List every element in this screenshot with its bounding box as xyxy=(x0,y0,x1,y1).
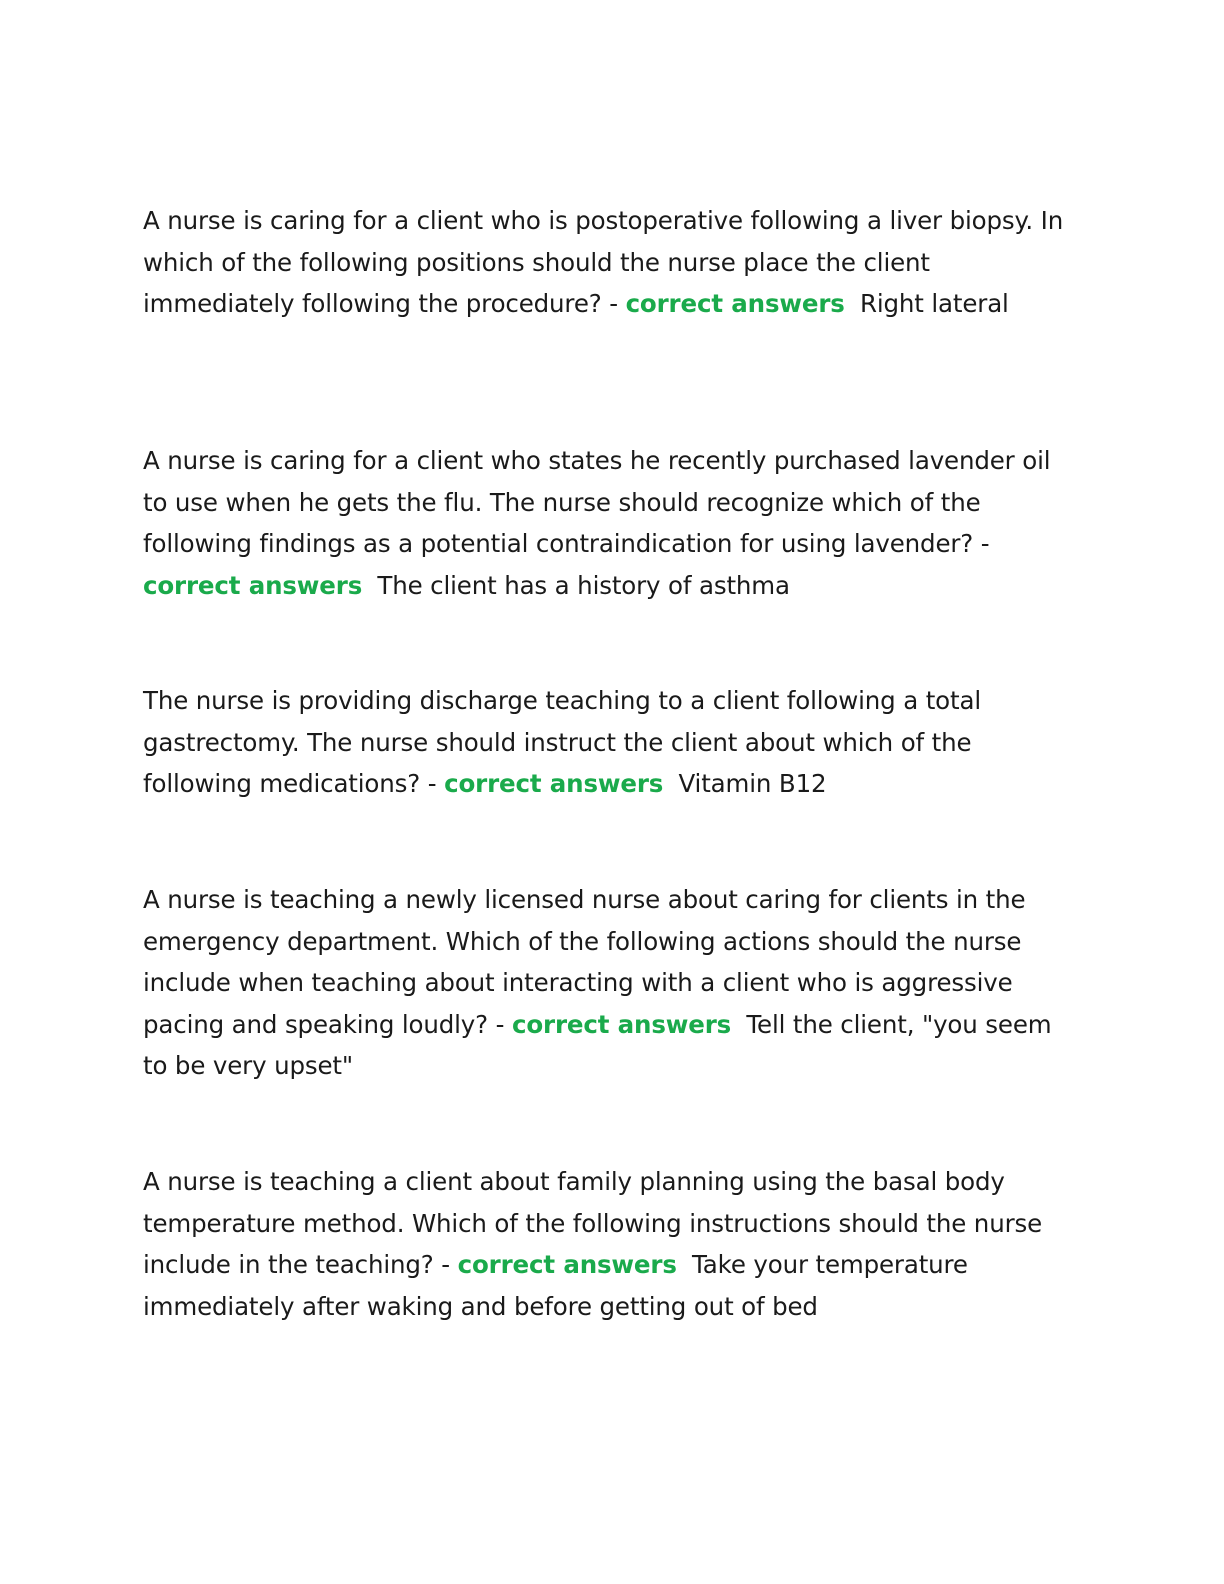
question-text: A nurse is teaching a client about family planning using the basal body temperature method. Which of the following instructions should the nurse include in the teaching? - xyxy=(143,1167,1043,1279)
answer-text: Right lateral xyxy=(859,289,1009,318)
qa-item-4 xyxy=(143,879,1078,1087)
correct-answers-label: correct answers xyxy=(143,570,363,600)
question-text: A nurse is caring for a client who states he recently purchased lavender oil to use when he gets the flu. The nurse should recognize which of the following findings as a potential contraindication for using lavender? - xyxy=(143,446,1051,558)
qa-item-5 xyxy=(143,1161,1078,1327)
correct-answers-label: correct answers xyxy=(444,769,664,798)
answer-text: Vitamin B12 xyxy=(678,769,827,798)
qa-item-2 xyxy=(143,440,1078,606)
question-text: The nurse is providing discharge teaching to a client following a total gastrectomy. The nurse should instruct the client about which of the following medications? - xyxy=(143,686,981,798)
correct-answers-label: correct answers xyxy=(625,289,845,318)
qa-item-3 xyxy=(143,680,1078,805)
qa-item-1 xyxy=(143,200,1078,325)
answer-text: Tell the client, "you seem to be very upset" xyxy=(143,1009,1052,1080)
question-text: A nurse is caring for a client who is postoperative following a liver biopsy. In which of the following positions should the nurse place the client immediately following the procedure? - xyxy=(143,206,1064,318)
correct-answers-label: correct answers xyxy=(457,1250,677,1279)
answer-text: The client has a history of asthma xyxy=(377,570,790,600)
question-text: A nurse is teaching a newly licensed nurse about caring for clients in the emergency department. Which of the following actions should the nurse include when teaching about interacting with a client who is aggressive pacing and speaking loudly? - xyxy=(143,885,1026,1039)
answer-text: Take your temperature immediately after waking and before getting out of bed xyxy=(143,1250,968,1321)
correct-answers-label: correct answers xyxy=(511,1009,732,1039)
